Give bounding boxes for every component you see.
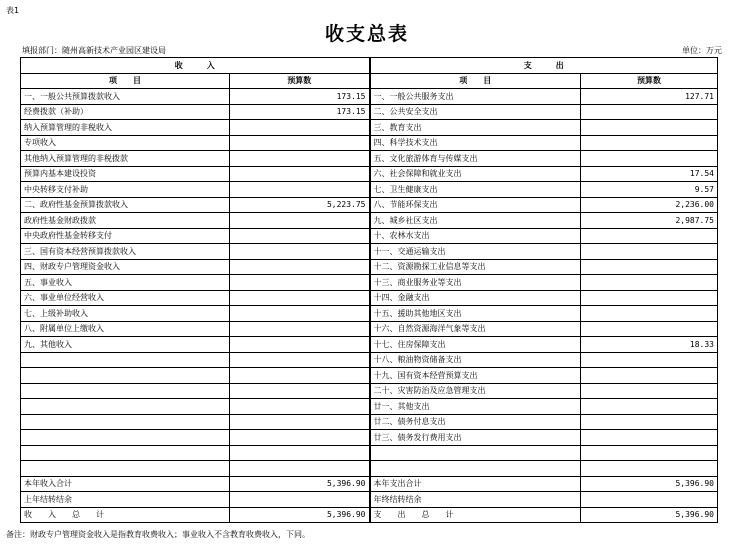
expense-budget-cell: [581, 430, 718, 446]
table-row: [21, 337, 718, 353]
income-item-cell: 六、事业单位经营收入: [21, 290, 230, 306]
table-row: [21, 321, 718, 337]
expense-budget-cell: [581, 290, 718, 306]
income-item-header: 项 目: [21, 73, 230, 89]
table-row: [21, 135, 718, 151]
expense-budget-cell: [581, 383, 718, 399]
income-item-cell: 其他纳入预算管理的非税拨款: [21, 151, 230, 167]
expense-budget-cell: [581, 399, 718, 415]
income-item-cell: 九、其他收入: [21, 337, 230, 353]
expense-item-cell: 十一、交通运输支出: [370, 244, 581, 260]
expense-section-header: 支 出: [370, 58, 718, 74]
table-row: [21, 399, 718, 415]
table-row: [21, 244, 718, 260]
income-item-cell: 八、附属单位上缴收入: [21, 321, 230, 337]
unit-label: 单位：万元: [682, 46, 722, 55]
income-budget-cell: [230, 352, 370, 368]
income-budget-cell: 5,396.90: [230, 476, 370, 492]
income-item-cell: [21, 430, 230, 446]
expense-budget-cell: [581, 352, 718, 368]
table-row: [21, 89, 718, 105]
income-budget-cell: [230, 120, 370, 136]
expense-item-cell: [370, 445, 581, 461]
expense-budget-header: 预算数: [581, 73, 718, 89]
income-item-cell: [21, 368, 230, 384]
expense-item-cell: 年终结转结余: [370, 492, 581, 508]
income-budget-cell: [230, 368, 370, 384]
expense-budget-cell: 5,396.90: [581, 476, 718, 492]
income-budget-header: 预算数: [230, 73, 370, 89]
expense-budget-cell: [581, 259, 718, 275]
income-budget-cell: [230, 414, 370, 430]
expense-budget-cell: [581, 445, 718, 461]
income-budget-cell: [230, 461, 370, 477]
income-budget-cell: [230, 135, 370, 151]
expense-budget-cell: 18.33: [581, 337, 718, 353]
expense-item-cell: 四、科学技术支出: [370, 135, 581, 151]
income-item-cell: [21, 445, 230, 461]
income-budget-cell: [230, 259, 370, 275]
reporting-department: 填报部门：随州高新技术产业园区建设局: [22, 46, 166, 55]
income-budget-cell: [230, 244, 370, 260]
expense-budget-cell: 5,396.90: [581, 507, 718, 523]
income-item-cell: [21, 383, 230, 399]
expense-budget-cell: [581, 244, 718, 260]
expense-item-cell: 廿二、债务付息支出: [370, 414, 581, 430]
table-row: [21, 368, 718, 384]
table-row: [21, 182, 718, 198]
expense-item-header: 项 目: [370, 73, 581, 89]
expense-item-cell: 十六、自然资源海洋气象等支出: [370, 321, 581, 337]
expense-budget-cell: 127.71: [581, 89, 718, 105]
income-item-cell: [21, 461, 230, 477]
income-item-cell: 五、事业收入: [21, 275, 230, 291]
income-budget-cell: [230, 228, 370, 244]
income-item-cell: 四、财政专户管理资金收入: [21, 259, 230, 275]
income-item-cell: 收 入 总 计: [21, 507, 230, 523]
income-budget-cell: [230, 182, 370, 198]
expense-item-cell: 九、城乡社区支出: [370, 213, 581, 229]
expense-item-cell: 六、社会保障和就业支出: [370, 166, 581, 182]
table-row: [21, 228, 718, 244]
income-budget-cell: [230, 213, 370, 229]
expense-item-cell: 二十、灾害防治及应急管理支出: [370, 383, 581, 399]
table-row: [21, 259, 718, 275]
expense-budget-cell: [581, 414, 718, 430]
income-item-cell: 三、国有资本经营预算拨款收入: [21, 244, 230, 260]
expense-item-cell: 十八、粮油物资储备支出: [370, 352, 581, 368]
income-budget-cell: [230, 151, 370, 167]
expense-budget-cell: [581, 135, 718, 151]
table-row: [21, 414, 718, 430]
expense-item-cell: 十九、国有资本经营预算支出: [370, 368, 581, 384]
expense-budget-cell: [581, 151, 718, 167]
income-item-cell: 二、政府性基金预算拨款收入: [21, 197, 230, 213]
expense-budget-cell: 9.57: [581, 182, 718, 198]
table-row: [21, 492, 718, 508]
table-row: [21, 197, 718, 213]
expense-budget-cell: 2,236.00: [581, 197, 718, 213]
expense-budget-cell: [581, 275, 718, 291]
expense-item-cell: 十五、援助其他地区支出: [370, 306, 581, 322]
revenue-expenditure-table: [20, 57, 718, 523]
expense-item-cell: 十七、住房保障支出: [370, 337, 581, 353]
expense-item-cell: 十二、资源勘探工业信息等支出: [370, 259, 581, 275]
expense-item-cell: 十四、金融支出: [370, 290, 581, 306]
expense-budget-cell: [581, 461, 718, 477]
income-budget-cell: [230, 321, 370, 337]
income-budget-cell: 173.15: [230, 104, 370, 120]
table-row: [21, 383, 718, 399]
income-budget-cell: [230, 290, 370, 306]
expense-budget-cell: [581, 306, 718, 322]
expense-budget-cell: 2,987.75: [581, 213, 718, 229]
expense-budget-cell: [581, 368, 718, 384]
expense-item-cell: 八、节能环保支出: [370, 197, 581, 213]
header-row-columns: [21, 73, 718, 89]
income-budget-cell: [230, 275, 370, 291]
table-row: [21, 120, 718, 136]
income-item-cell: 本年收入合计: [21, 476, 230, 492]
expense-item-cell: 五、文化旅游体育与传媒支出: [370, 151, 581, 167]
income-budget-cell: [230, 383, 370, 399]
expense-item-cell: 七、卫生健康支出: [370, 182, 581, 198]
table-row: [21, 476, 718, 492]
income-budget-cell: [230, 492, 370, 508]
expense-item-cell: 廿三、债务发行费用支出: [370, 430, 581, 446]
table-row: [21, 166, 718, 182]
expense-item-cell: 廿一、其他支出: [370, 399, 581, 415]
income-item-cell: 七、上级补助收入: [21, 306, 230, 322]
income-section-header: 收 入: [21, 58, 370, 74]
footnote: 备注：财政专户管理资金收入是指教育收费收入；事业收入不含教育收费收入，下同。: [6, 530, 310, 539]
income-budget-cell: 5,223.75: [230, 197, 370, 213]
income-item-cell: [21, 399, 230, 415]
income-item-cell: 上年结转结余: [21, 492, 230, 508]
income-item-cell: 纳入预算管理的非税收入: [21, 120, 230, 136]
income-item-cell: 一、一般公共预算拨款收入: [21, 89, 230, 105]
income-budget-cell: 173.15: [230, 89, 370, 105]
expense-item-cell: 十三、商业服务业等支出: [370, 275, 581, 291]
expense-budget-cell: [581, 104, 718, 120]
expense-item-cell: 本年支出合计: [370, 476, 581, 492]
expense-item-cell: 三、教育支出: [370, 120, 581, 136]
income-item-cell: 经费拨款（补助）: [21, 104, 230, 120]
income-budget-cell: [230, 337, 370, 353]
expense-budget-cell: 17.54: [581, 166, 718, 182]
header-row-sections: [21, 58, 718, 74]
income-item-cell: [21, 352, 230, 368]
expense-budget-cell: [581, 321, 718, 337]
expense-item-cell: 十、农林水支出: [370, 228, 581, 244]
table-row: [21, 306, 718, 322]
page-title: 收支总表: [324, 23, 409, 45]
income-item-cell: 中央转移支付补助: [21, 182, 230, 198]
table-row: [21, 290, 718, 306]
table-row: [21, 213, 718, 229]
expense-budget-cell: [581, 492, 718, 508]
income-item-cell: [21, 414, 230, 430]
table-row: [21, 445, 718, 461]
income-budget-cell: [230, 306, 370, 322]
income-budget-cell: 5,396.90: [230, 507, 370, 523]
table-row: [21, 275, 718, 291]
table-row: [21, 507, 718, 523]
table-row: [21, 352, 718, 368]
expense-item-cell: 二、公共安全支出: [370, 104, 581, 120]
expense-budget-cell: [581, 120, 718, 136]
income-item-cell: 专项收入: [21, 135, 230, 151]
income-item-cell: 政府性基金财政拨款: [21, 213, 230, 229]
income-budget-cell: [230, 399, 370, 415]
table-row: [21, 430, 718, 446]
income-item-cell: 预算内基本建设投资: [21, 166, 230, 182]
expense-item-cell: [370, 461, 581, 477]
table-tag: 表1: [6, 6, 20, 15]
expense-item-cell: 支 出 总 计: [370, 507, 581, 523]
table-row: [21, 104, 718, 120]
table-row: [21, 151, 718, 167]
table-row: [21, 461, 718, 477]
income-budget-cell: [230, 166, 370, 182]
expense-item-cell: 一、一般公共服务支出: [370, 89, 581, 105]
income-item-cell: 中央政府性基金转移支付: [21, 228, 230, 244]
income-budget-cell: [230, 445, 370, 461]
income-budget-cell: [230, 430, 370, 446]
expense-budget-cell: [581, 228, 718, 244]
